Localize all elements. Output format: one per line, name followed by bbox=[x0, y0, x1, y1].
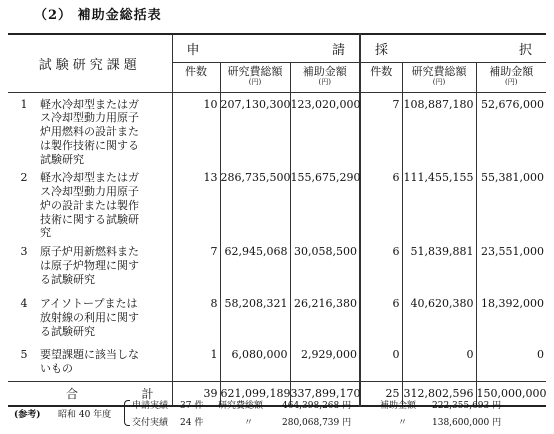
header-adopted-right: 択 bbox=[519, 42, 533, 58]
topic-cell bbox=[8, 240, 172, 292]
app-research-cell: 58,208,321 bbox=[220, 292, 290, 343]
total-app-count: 39 bbox=[172, 381, 220, 406]
topic-text: 軽水冷却型またはガス冷却型動力用原子炉用燃料の設計または製作技術に関する試験研究 bbox=[40, 97, 139, 166]
header-applied-right: 請 bbox=[332, 42, 346, 58]
reference-kind: 交付実績 bbox=[132, 418, 169, 428]
adp-research-cell: 108,887,180 bbox=[402, 92, 476, 166]
adp-count-cell: 0 bbox=[360, 343, 402, 381]
reference-subsidy: 222,355,693 円 bbox=[432, 401, 502, 411]
adp-subsidy-cell: 55,381,000 bbox=[481, 171, 545, 185]
header-app-research: 研究費総額 (円) bbox=[220, 62, 290, 92]
topic-cell bbox=[8, 92, 172, 166]
unit-label: (円) bbox=[505, 77, 518, 86]
total-adp-research: 312,802,596 bbox=[402, 381, 476, 406]
header-app-count: 件数 bbox=[172, 62, 220, 92]
topic-cell bbox=[8, 292, 172, 343]
header-applied bbox=[172, 34, 360, 62]
reference-note bbox=[14, 398, 544, 432]
adp-count-cell: 6 bbox=[360, 240, 402, 292]
reference-year: 昭和 40 年度 bbox=[58, 410, 112, 420]
adp-subsidy-cell: 0 bbox=[537, 348, 545, 361]
app-research-cell: 207,130,300 bbox=[220, 92, 290, 166]
table-row bbox=[8, 166, 546, 240]
row-number: 4 bbox=[20, 297, 28, 310]
app-research-cell: 286,735,500 bbox=[220, 166, 290, 240]
app-count-cell: 13 bbox=[172, 166, 220, 240]
unit-label: (円) bbox=[318, 77, 331, 86]
app-subsidy-cell: 2,929,000 bbox=[290, 343, 360, 381]
brace-icon bbox=[124, 400, 130, 426]
adp-research-cell: 51,839,881 bbox=[402, 240, 476, 292]
reference-count: 24 件 bbox=[180, 418, 204, 428]
app-subsidy-cell: 155,675,290 bbox=[290, 166, 360, 240]
app-subsidy-cell: 123,020,000 bbox=[290, 92, 360, 166]
reference-subsidy-label: 〃 bbox=[398, 418, 408, 428]
reference-count: 37 件 bbox=[180, 401, 204, 411]
adp-subsidy-cell: 23,551,000 bbox=[481, 245, 545, 258]
subsidy-summary-table bbox=[8, 33, 546, 407]
header-applied-left: 申 bbox=[186, 42, 200, 58]
adp-count-cell: 6 bbox=[360, 292, 402, 343]
topic-text: 要望課題に該当しないもの bbox=[40, 348, 139, 375]
table-row bbox=[8, 240, 546, 292]
row-number: 5 bbox=[20, 348, 28, 361]
row-number: 2 bbox=[20, 171, 28, 185]
unit-label: (円) bbox=[432, 77, 446, 86]
app-subsidy-cell: 26,216,380 bbox=[290, 292, 360, 343]
header-topic: 試験研究課題 bbox=[8, 34, 172, 92]
adp-research-cell: 40,620,380 bbox=[402, 292, 476, 343]
reference-research: 280,068,739 円 bbox=[282, 418, 352, 428]
topic-cell bbox=[8, 166, 172, 240]
row-number: 1 bbox=[20, 97, 28, 111]
topic-text: 軽水冷却型またはガス冷却型動力用原子炉の設計または製作技術に関する試験研究 bbox=[40, 171, 139, 240]
adp-research-cell: 111,455,155 bbox=[402, 166, 476, 240]
reference-research-label: 研究費総額 bbox=[218, 401, 264, 411]
adp-subsidy-cell: 52,676,000 bbox=[481, 97, 545, 111]
row-number: 3 bbox=[20, 245, 28, 258]
topic-text: 原子炉用新燃料または原子炉物理に関する試験研究 bbox=[40, 245, 139, 286]
total-app-research: 621,099,189 bbox=[220, 381, 290, 406]
header-adp-count: 件数 bbox=[360, 62, 402, 92]
header-adp-research: 研究費総額 (円) bbox=[402, 62, 476, 92]
app-count-cell: 10 bbox=[172, 92, 220, 166]
total-adp-count: 25 bbox=[360, 381, 402, 406]
reference-research: 464,398,268 円 bbox=[282, 401, 352, 411]
reference-research-label: 〃 bbox=[244, 418, 254, 428]
reference-subsidy-label: 補助金額 bbox=[380, 401, 417, 411]
app-count-cell: 8 bbox=[172, 292, 220, 343]
adp-subsidy-cell: 18,392,000 bbox=[481, 297, 545, 310]
app-research-cell: 6,080,000 bbox=[220, 343, 290, 381]
app-count-cell: 7 bbox=[172, 240, 220, 292]
page-title: （2） 補助金総括表 bbox=[34, 8, 162, 23]
app-research-cell: 62,945,068 bbox=[220, 240, 290, 292]
total-adp-subsidy: 150,000,000 bbox=[476, 381, 546, 406]
total-app-subsidy: 337,899,170 bbox=[290, 381, 360, 406]
header-app-subsidy: 補助金額 (円) bbox=[290, 62, 360, 92]
reference-label: (参考) bbox=[14, 410, 41, 420]
app-subsidy-cell: 30,058,500 bbox=[290, 240, 360, 292]
header-adopted bbox=[360, 34, 546, 62]
reference-kind: 申請実績 bbox=[132, 401, 169, 411]
adp-count-cell: 7 bbox=[360, 92, 402, 166]
table-row bbox=[8, 292, 546, 343]
total-label: 合 計 bbox=[8, 381, 172, 406]
header-adopted-left: 採 bbox=[375, 42, 389, 58]
topic-text: アイソトープまたは放射線の利用に関する試験研究 bbox=[40, 297, 139, 338]
adp-count-cell: 6 bbox=[360, 166, 402, 240]
topic-cell bbox=[8, 343, 172, 381]
adp-research-cell: 0 bbox=[402, 343, 476, 381]
app-count-cell: 1 bbox=[172, 343, 220, 381]
reference-subsidy: 138,600,000 円 bbox=[432, 418, 502, 428]
table-row bbox=[8, 92, 546, 166]
header-adp-subsidy: 補助金額 (円) bbox=[476, 62, 546, 92]
unit-label: (円) bbox=[248, 77, 262, 86]
table-row bbox=[8, 343, 546, 381]
